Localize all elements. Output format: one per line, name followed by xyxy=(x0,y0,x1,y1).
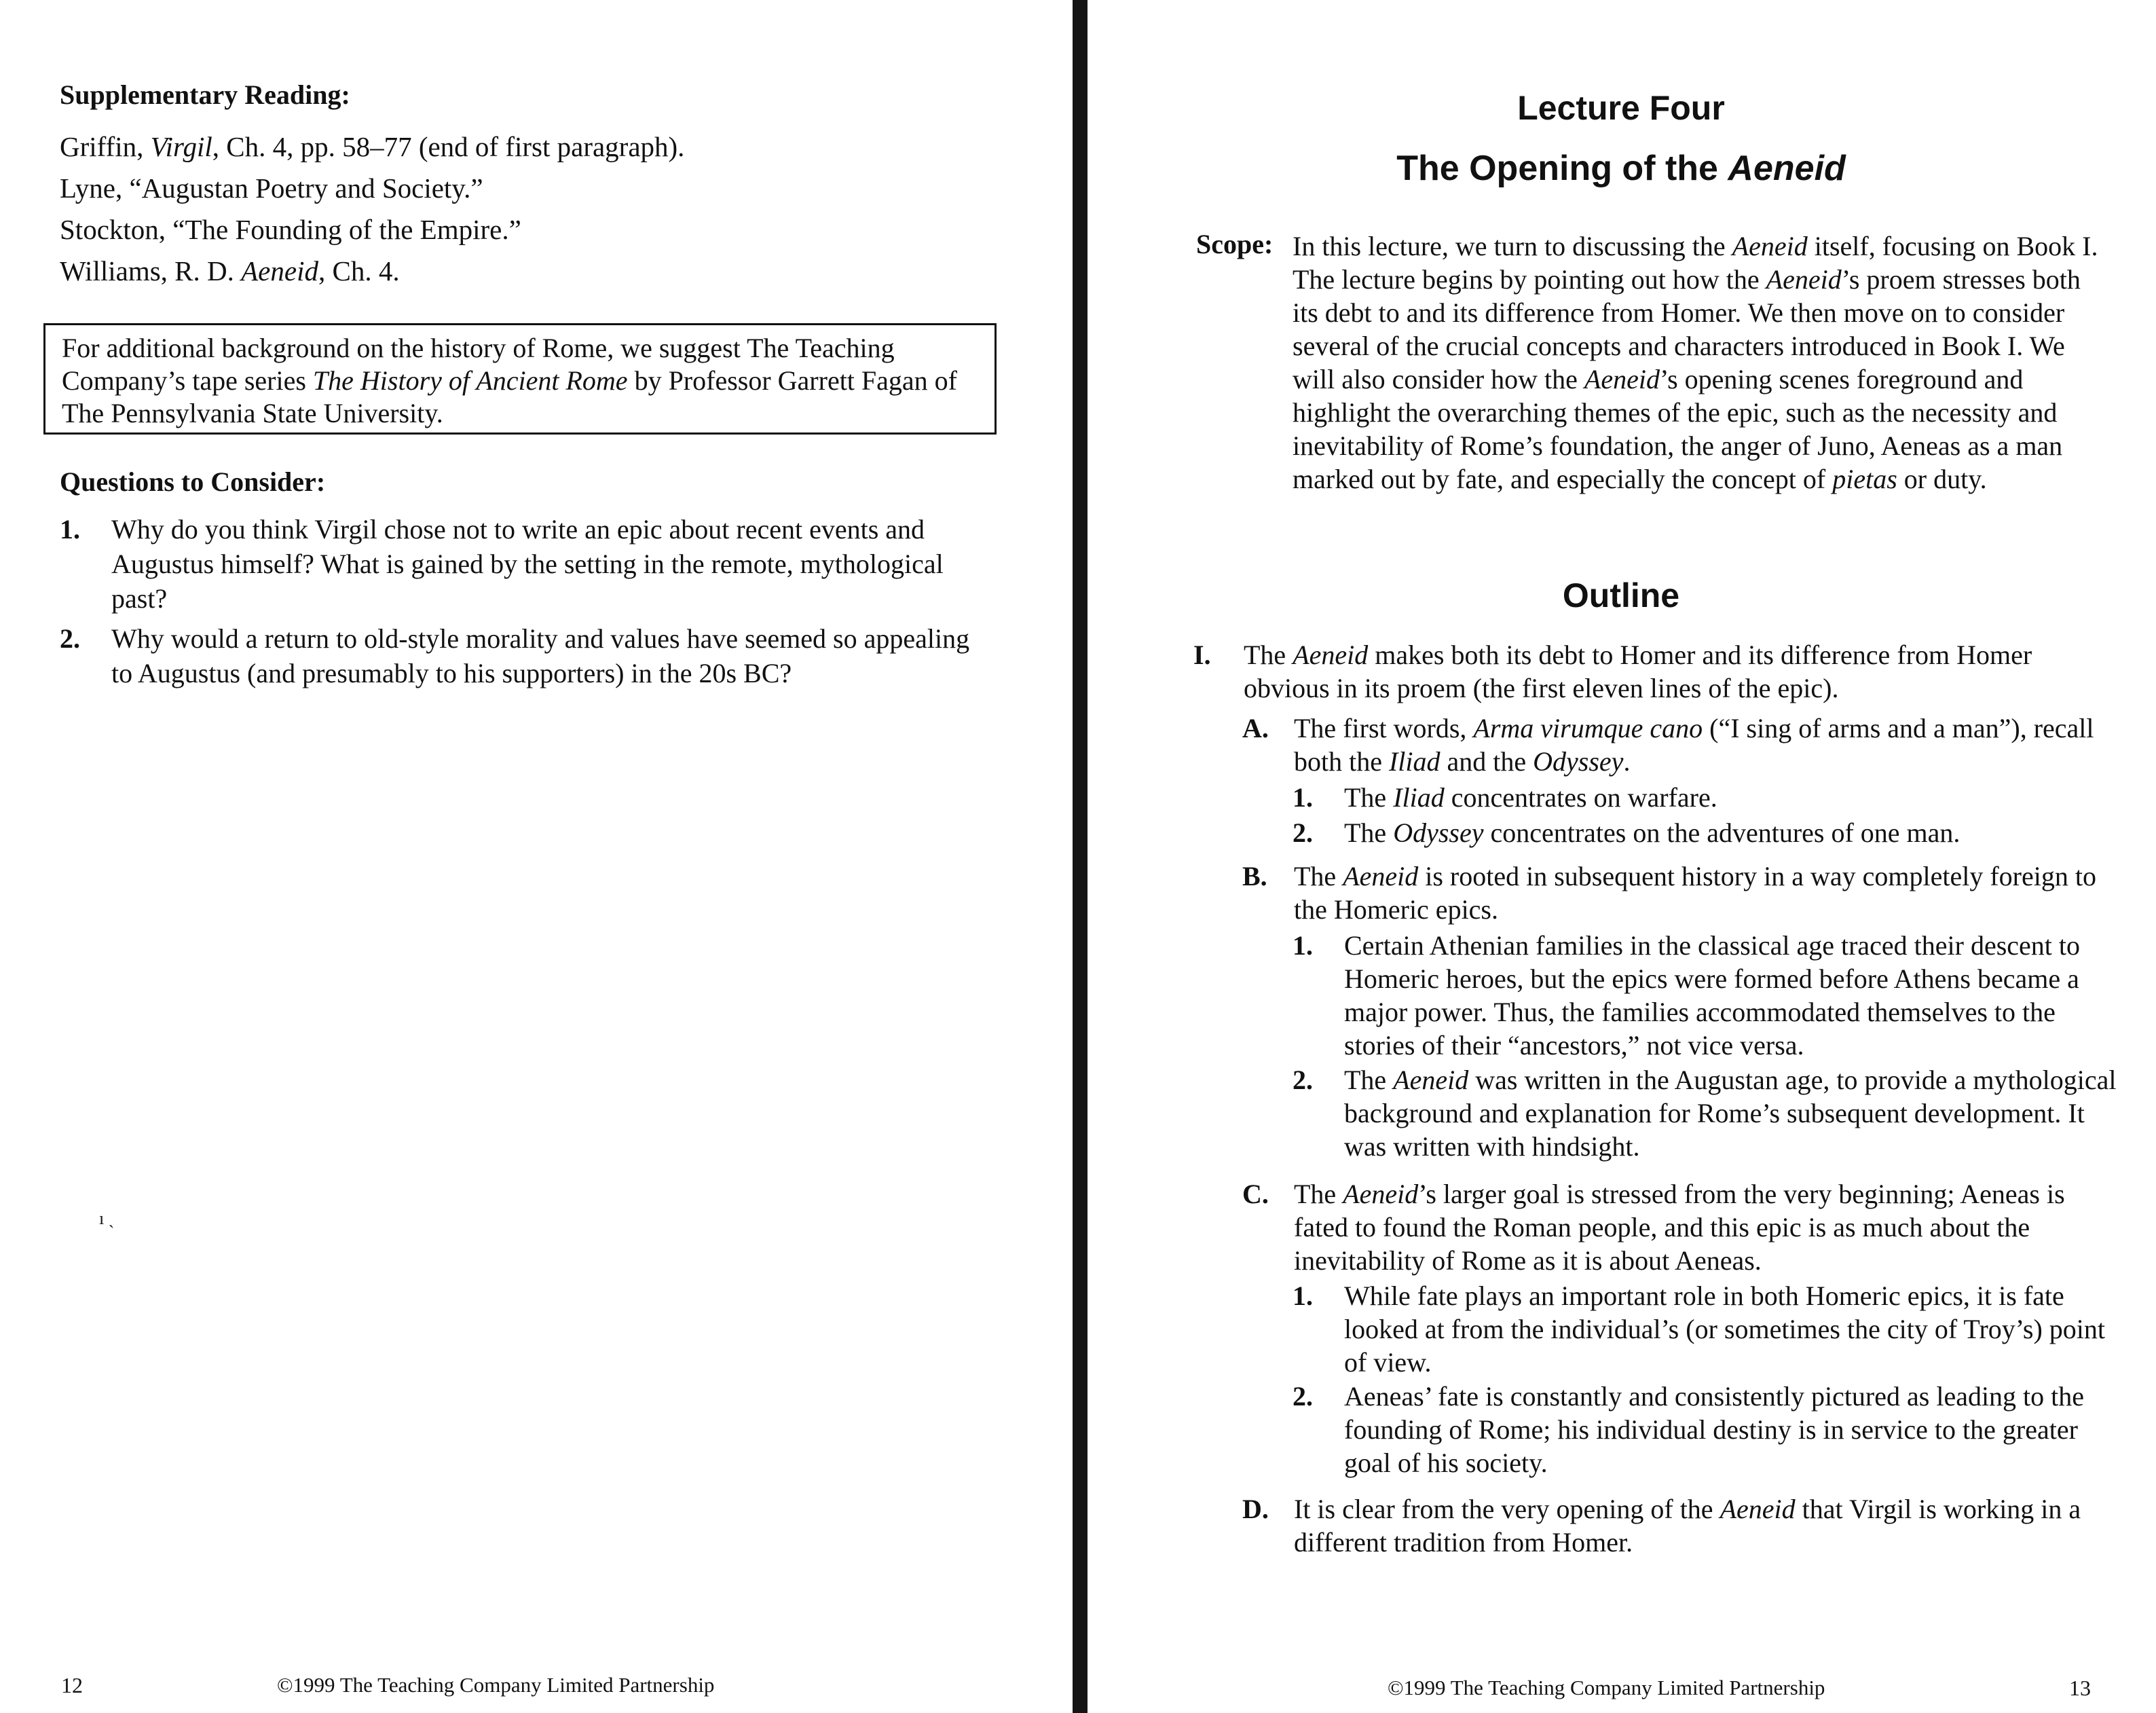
outline-text: Certain Athenian families in the classical age traced their descent to Homeric heroes, but the epics were formed before Athens became a major power. Thus, the families accommodated themselves to the stories of their “ancestors,” not vice versa. xyxy=(1344,930,2081,1061)
outline-marker: I. xyxy=(1193,640,1211,670)
outline-text: The Iliad concentrates on warfare. xyxy=(1344,782,1717,813)
copyright-left: ©1999 The Teaching Company Limited Partnership xyxy=(277,1673,715,1697)
reading-item: Lyne, “Augustan Poetry and Society.” xyxy=(60,172,483,204)
left-page xyxy=(0,0,1073,1713)
outline-item-C2 xyxy=(1293,1380,2127,1479)
outline-marker: B. xyxy=(1242,861,1267,891)
outline-text: The Aeneid is rooted in subsequent history in a way completely foreign to the Homeric epics. xyxy=(1294,861,2096,925)
supplementary-reading-heading: Supplementary Reading: xyxy=(60,79,350,110)
scope-label: Scope: xyxy=(1196,229,1274,259)
question-text: Why do you think Virgil chose not to write an epic about recent events and Augustus himself? What is gained by the setting in the remote, mythological past? xyxy=(111,514,944,614)
outline-marker: A. xyxy=(1242,713,1269,743)
question-number: 1. xyxy=(60,514,80,545)
stray-mark: ı ˎ xyxy=(99,1209,115,1228)
outline-text: It is clear from the very opening of the Aeneid that Virgil is working in a different tradition from Homer. xyxy=(1294,1494,2081,1558)
outline-marker: C. xyxy=(1242,1179,1269,1209)
outline-marker: D. xyxy=(1242,1494,1269,1524)
reading-item: Stockton, “The Founding of the Empire.” xyxy=(60,214,521,245)
additional-background-note: For additional background on the history of Rome, we suggest The Teaching Company’s tape series The History of Ancient Rome by Professor Garrett Fagan of The Pennsylvania State University. xyxy=(43,323,997,435)
question-item xyxy=(60,512,997,616)
outline-item-A1 xyxy=(1293,781,2127,814)
scope-text: In this lecture, we turn to discussing the Aeneid itself, focusing on Book I. The lecture begins by pointing out how the Aeneid’s proem stresses both its debt to and its difference from Homer. We then move on to consider several of the crucial concepts and characters introduced in Book I. We will also consider how the Aeneid’s opening scenes foreground and highlight the overarching themes of the epic, such as the necessity and inevitability of Rome’s foundation, the anger of Juno, Aeneas as a man marked out by fate, and especially the concept of pietas or duty. xyxy=(1293,231,2098,494)
outline-marker: 2. xyxy=(1293,1065,1313,1095)
reading-item: Griffin, Virgil, Ch. 4, pp. 58–77 (end of first paragraph). xyxy=(60,131,685,162)
outline-item-B xyxy=(1242,860,2125,926)
page-number-right: 13 xyxy=(2069,1676,2091,1700)
outline-marker: 1. xyxy=(1293,782,1313,813)
outline-text: The first words, Arma virumque cano (“I sing of arms and a man”), recall both the Iliad and the Odyssey. xyxy=(1294,713,2094,777)
lecture-number: Lecture Four xyxy=(1517,89,1725,127)
supplementary-reading-list xyxy=(60,126,976,292)
question-number: 2. xyxy=(60,623,80,654)
outline-marker: 2. xyxy=(1293,1381,1313,1412)
questions-heading: Questions to Consider: xyxy=(60,466,326,497)
outline-item-C1 xyxy=(1293,1279,2127,1379)
question-item xyxy=(60,621,997,690)
outline-text: Aeneas’ fate is constantly and consistently pictured as leading to the founding of Rome; his individual destiny is in service to the greater goal of his society. xyxy=(1344,1381,2085,1478)
outline-item-I xyxy=(1193,638,2110,705)
outline-item-B1 xyxy=(1293,929,2127,1062)
reading-item: Williams, R. D. Aeneid, Ch. 4. xyxy=(60,255,400,287)
right-page xyxy=(1086,0,2156,1713)
outline-text: While fate plays an important role in both Homeric epics, it is fate looked at from the individual’s (or sometimes the city of Troy’s) point of view. xyxy=(1344,1281,2105,1378)
outline-item-A xyxy=(1242,712,2125,778)
questions-list xyxy=(60,512,997,696)
outline-heading: Outline xyxy=(1562,576,1680,614)
lecture-title: The Opening of the Aeneid xyxy=(1396,149,1846,188)
outline-text: The Aeneid’s larger goal is stressed from the very beginning; Aeneas is fated to found the Roman people, and this epic is as much about the inevitability of Rome as it is about Aeneas. xyxy=(1294,1179,2065,1276)
outline-text: The Aeneid makes both its debt to Homer and its difference from Homer obvious in its proem (the first eleven lines of the epic). xyxy=(1244,640,2032,703)
outline-item-A2 xyxy=(1293,816,2127,849)
outline-item-D xyxy=(1242,1492,2125,1559)
question-text: Why would a return to old-style morality and values have seemed so appealing to Augustus (and presumably to his supporters) in the 20s BC? xyxy=(111,623,970,688)
outline-marker: 2. xyxy=(1293,817,1313,848)
outline-text: The Odyssey concentrates on the adventures of one man. xyxy=(1344,817,1960,848)
outline-text: The Aeneid was written in the Augustan age, to provide a mythological background and explanation for Rome’s subsequent development. It was written with hindsight. xyxy=(1344,1065,2117,1162)
outline-item-B2 xyxy=(1293,1063,2127,1163)
outline-item-C xyxy=(1242,1177,2125,1277)
outline-marker: 1. xyxy=(1293,1281,1313,1311)
book-spine xyxy=(1073,0,1088,1713)
page-number-left: 12 xyxy=(61,1673,83,1697)
outline-marker: 1. xyxy=(1293,930,1313,961)
copyright-right: ©1999 The Teaching Company Limited Partnership xyxy=(1388,1676,1825,1699)
